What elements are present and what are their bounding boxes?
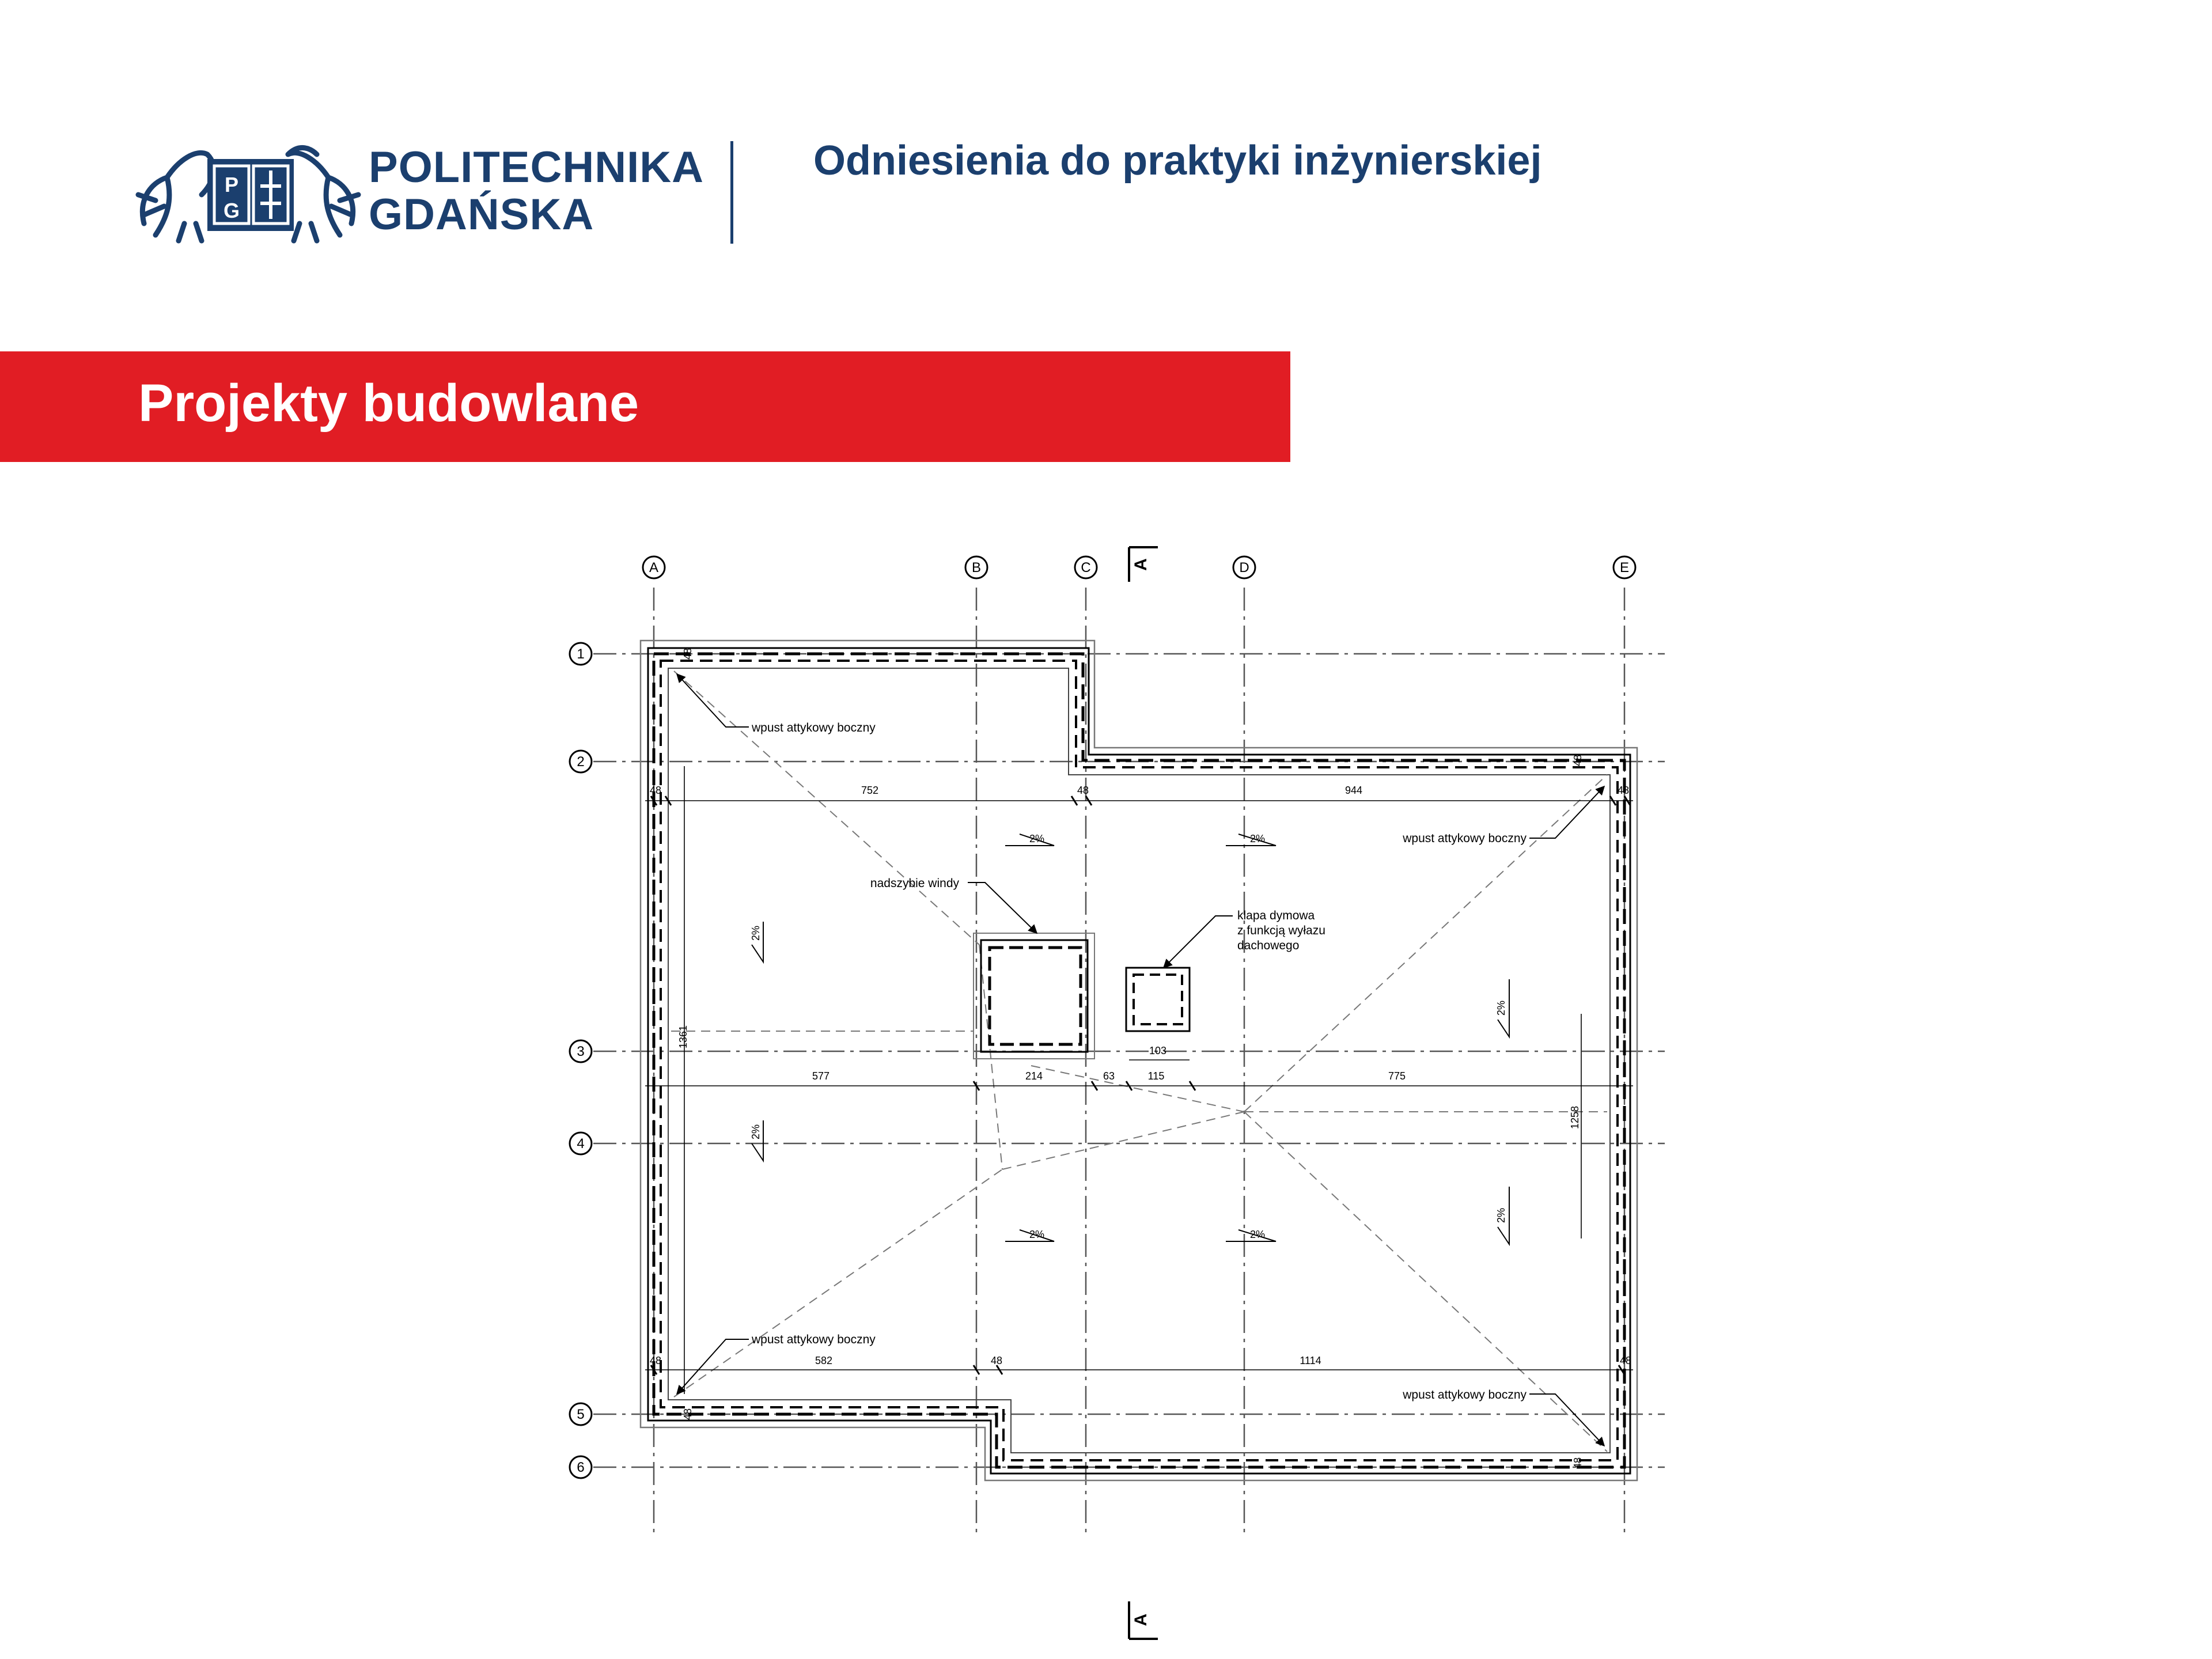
grid-row-label-6: 6 — [577, 1460, 585, 1475]
grid-row-label-1: 1 — [577, 646, 585, 662]
dim-48-left-bottom: 48 — [649, 1355, 662, 1366]
drain-label-top-right: wpust attykowy boczny — [1403, 832, 1527, 845]
dim-115: 115 — [1147, 1070, 1165, 1082]
svg-text:A: A — [1131, 558, 1150, 571]
dim-48-corner-bl: 48 — [682, 1408, 694, 1421]
grid-row-label-5: 5 — [577, 1407, 585, 1422]
slope-label: 2% — [1029, 833, 1045, 844]
grid-row-label-3: 3 — [577, 1044, 585, 1059]
dim-577: 577 — [812, 1070, 830, 1082]
dim-48-mid-top: 48 — [1077, 785, 1089, 796]
dim-48-right-bottom: 48 — [1619, 1355, 1632, 1366]
grid-col-label-E: E — [1619, 560, 1630, 575]
slope-label: 2% — [1495, 1207, 1507, 1224]
elevator-overrun — [974, 933, 1094, 1059]
dim-103: 103 — [1149, 1045, 1167, 1056]
dim-944: 944 — [1344, 785, 1363, 796]
dim-752: 752 — [861, 785, 879, 796]
grid-col-label-B: B — [971, 560, 982, 575]
section-mark-bottom — [1129, 1601, 1158, 1639]
header-title: Odniesienia do praktyki inżynierskiej — [813, 138, 1542, 184]
slope-label: 2% — [1249, 1229, 1266, 1240]
hatch-label-line-1: klapa dymowa — [1237, 909, 1315, 922]
dim-48-mid-bottom: 48 — [990, 1355, 1003, 1366]
dim-48-left-top: 48 — [649, 785, 662, 796]
hatch-label-line-2: z funkcją wyłazu — [1237, 924, 1325, 937]
grid-row-label-4: 4 — [577, 1136, 585, 1152]
svg-text:P: P — [224, 173, 239, 196]
grid-col-label-C: C — [1081, 560, 1091, 575]
slope-label: 2% — [750, 1124, 762, 1140]
logo-line-2: GDAŃSKA — [369, 190, 594, 239]
hatch-label-line-3: dachowego — [1237, 939, 1300, 952]
smoke-hatch — [1126, 968, 1190, 1031]
dim-48-corner-br: 48 — [1572, 1457, 1584, 1469]
grid-row-label-2: 2 — [577, 754, 585, 770]
slope-label: 2% — [750, 925, 762, 941]
dim-582: 582 — [815, 1355, 833, 1366]
slope-label: 2% — [1029, 1229, 1045, 1240]
dim-48-corner-tr: 48 — [1572, 754, 1584, 767]
dim-48-right-top: 48 — [1617, 785, 1630, 796]
dim-63: 63 — [1103, 1070, 1115, 1082]
section-mark-top — [1129, 547, 1158, 582]
dim-775: 775 — [1388, 1070, 1406, 1082]
svg-text:G: G — [223, 199, 240, 222]
dim-48-corner-tl: 48 — [682, 647, 694, 660]
drain-label-bottom-right: wpust attykowy boczny — [1403, 1388, 1527, 1402]
drain-label-bottom-left: wpust attykowy boczny — [752, 1333, 876, 1346]
logo-line-1: POLITECHNIKA — [369, 143, 704, 192]
slope-arrows — [752, 834, 1509, 1244]
dim-1114: 1114 — [1300, 1355, 1321, 1366]
banner-title: Projekty budowlane — [138, 374, 639, 433]
drain-label-top-left: wpust attykowy boczny — [752, 721, 876, 734]
slope-label: 2% — [1249, 833, 1266, 844]
slope-label: 2% — [1495, 1000, 1507, 1016]
svg-text:A: A — [1131, 1613, 1150, 1626]
elevator-label: nadszybie windy — [870, 877, 959, 890]
grid-col-label-D: D — [1239, 560, 1249, 575]
dim-1361: 1361 — [677, 1025, 689, 1049]
dimension-lines — [645, 766, 1633, 1394]
dim-214: 214 — [1025, 1070, 1043, 1082]
dim-1258: 1258 — [1569, 1105, 1581, 1130]
grid-col-label-A: A — [649, 560, 659, 575]
dimension-ticks — [651, 796, 1630, 1374]
roof-outline — [641, 641, 1637, 1480]
